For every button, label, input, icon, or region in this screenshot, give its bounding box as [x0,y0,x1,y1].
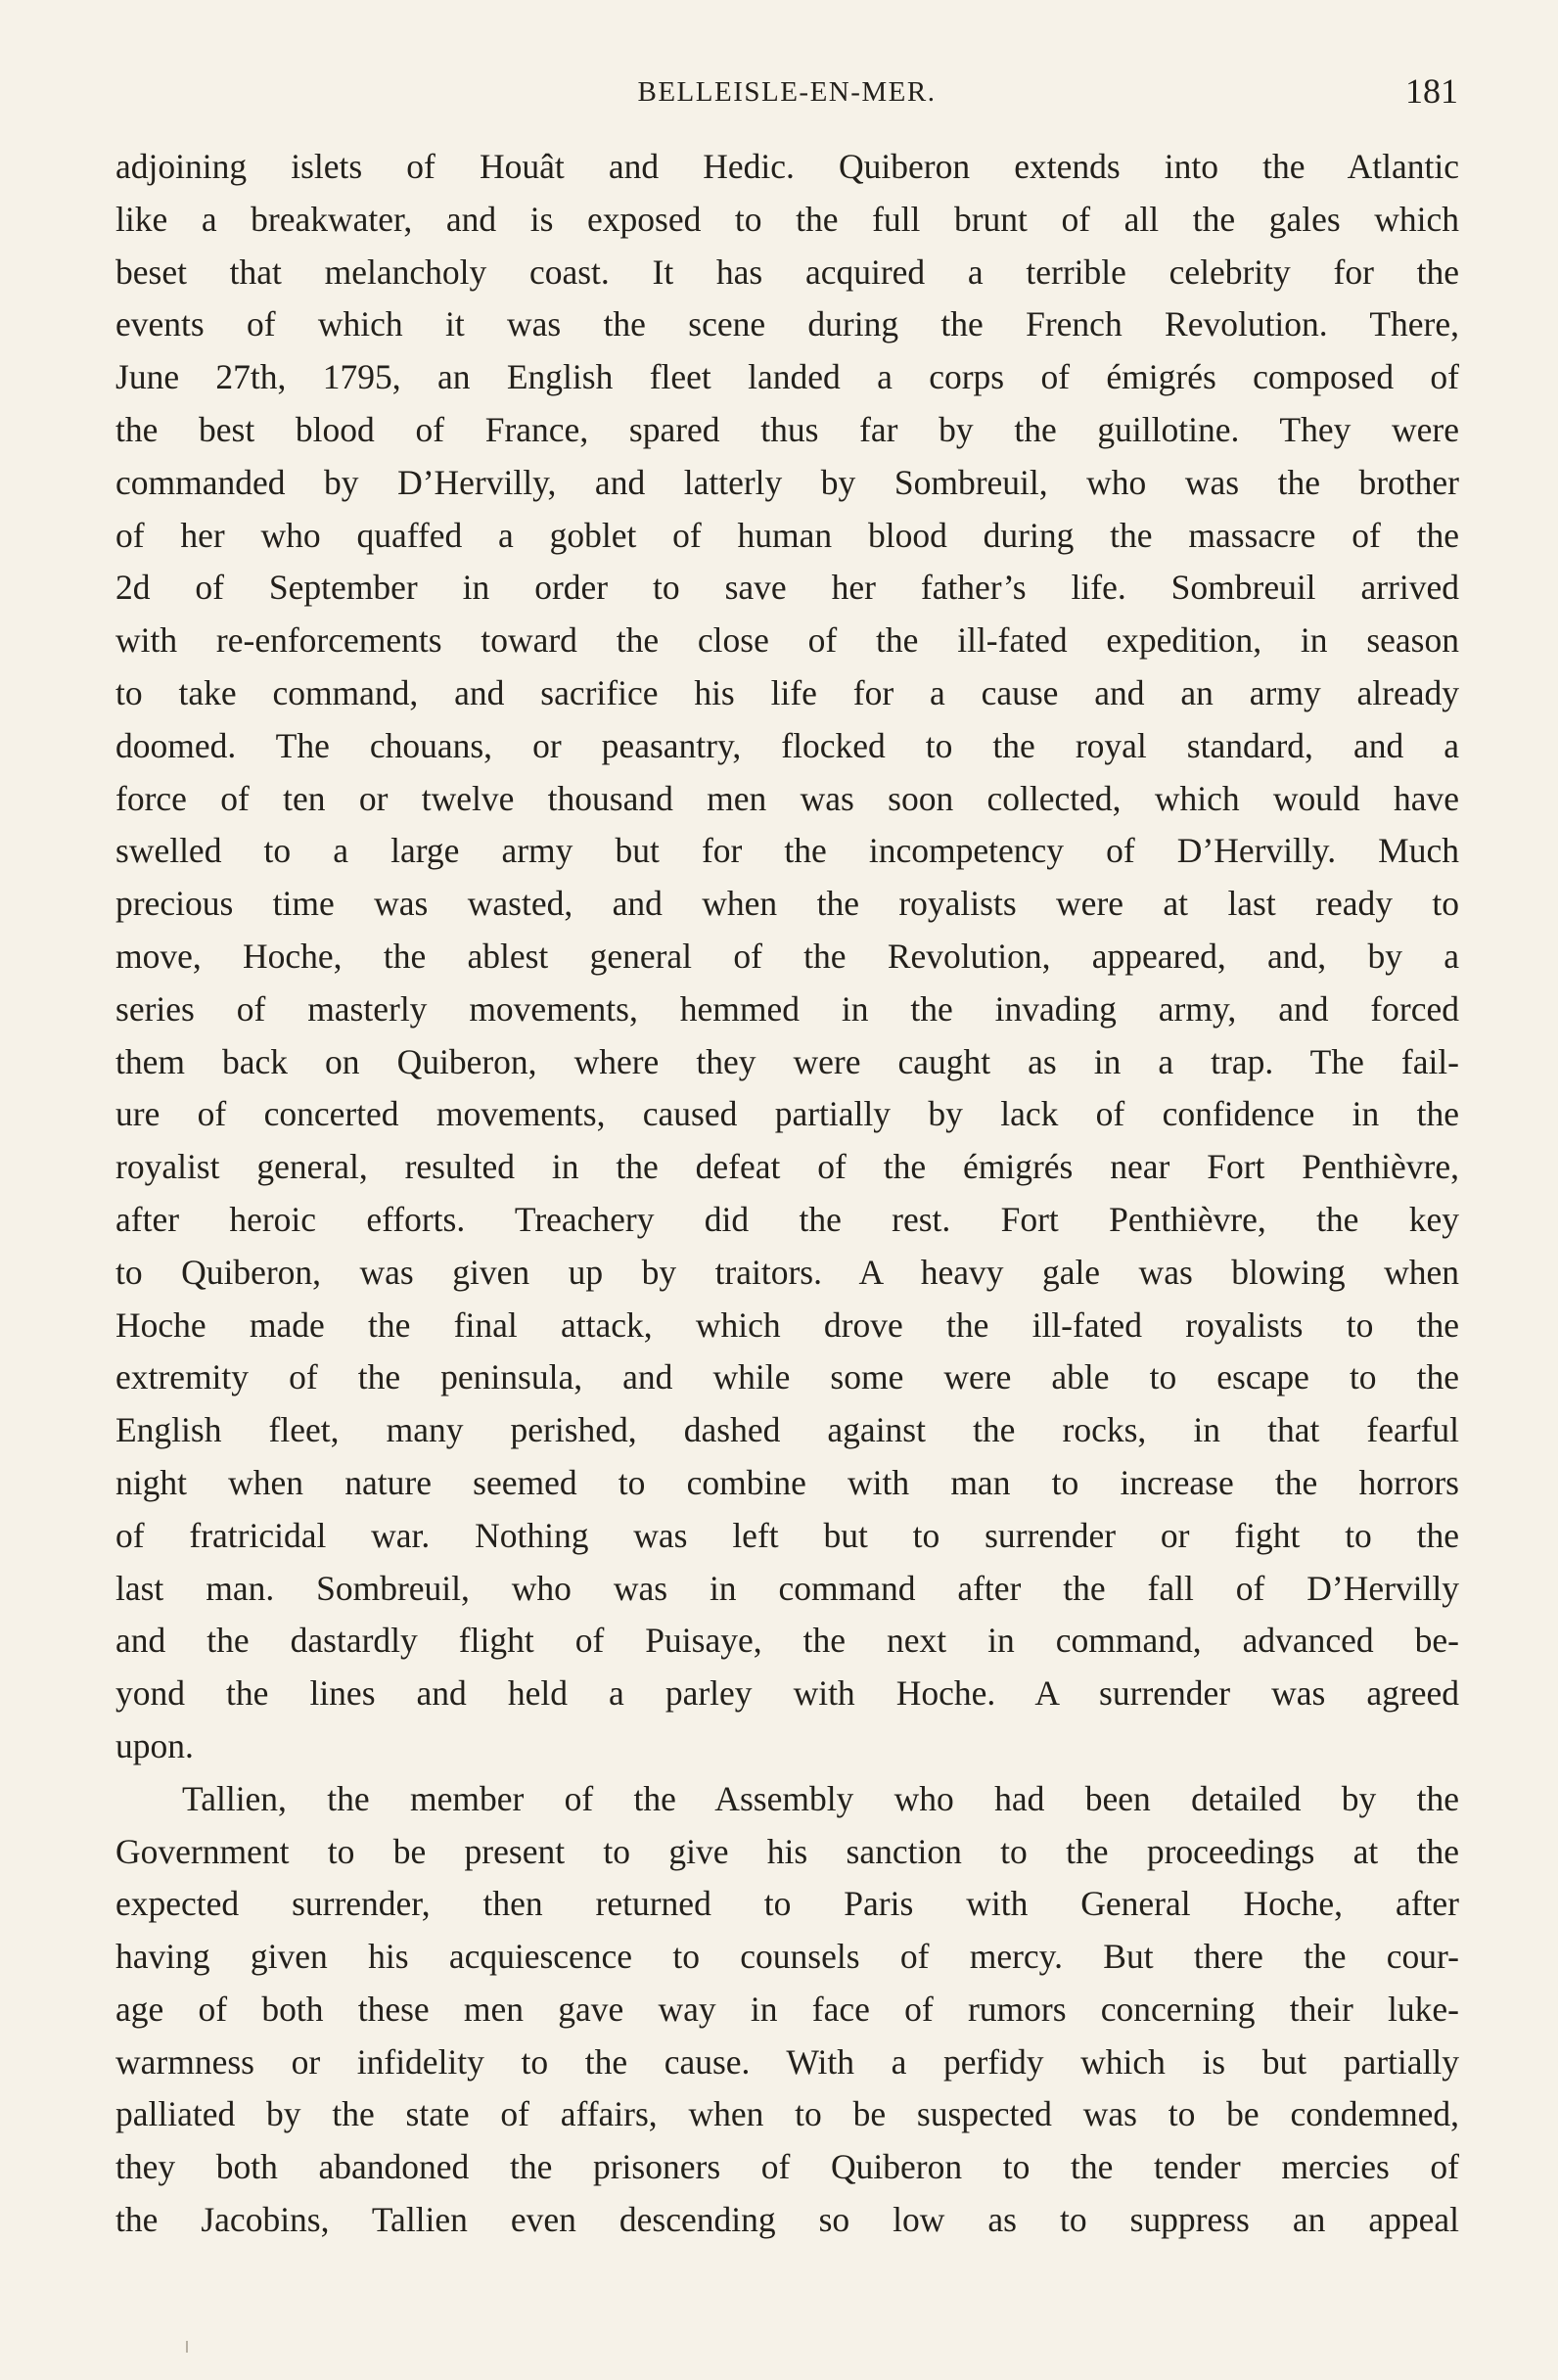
body-text [115,141,1459,2247]
paragraph-end-line: upon. [115,1725,194,1765]
text-line: events of which it was the scene during the French Revolution. There, [115,304,1459,344]
text-line: having given his acquiescence to counsels of mercy. But there the cour- [115,1937,1459,1977]
text-line: swelled to a large army but for the incompetency of D’Hervilly. Much [115,831,1459,871]
text-line: ure of concerted movements, caused partially by lack of confidence in the [115,1094,1459,1134]
text-line: beset that melancholy coast. It has acquired a terrible celebrity for the [115,252,1459,292]
text-line: after heroic efforts. Treachery did the rest. Fort Penthièvre, the key [115,1199,1459,1239]
text-line: royalist general, resulted in the defeat of the émigrés near Fort Penthièvre, [115,1147,1459,1187]
paragraph-start-line: Tallien, the member of the Assembly who had been detailed by the [182,1778,1459,1818]
text-line: expected surrender, then returned to Paris with General Hoche, after [115,1884,1459,1924]
text-line: June 27th, 1795, an English fleet landed a corps of émigrés composed of [115,357,1459,397]
text-line: commanded by D’Hervilly, and latterly by Sombreuil, who was the brother [115,462,1459,502]
text-line: of fratricidal war. Nothing was left but to surrender or fight to the [115,1515,1459,1555]
text-line: palliated by the state of affairs, when to be suspected was to be condemned, [115,2094,1459,2134]
text-line: warmness or infidelity to the cause. With a perfidy which is but partially [115,2041,1459,2082]
text-line: English fleet, many perished, dashed against the rocks, in that fearful [115,1410,1459,1450]
text-line: adjoining islets of Houât and Hedic. Quiberon extends into the Atlantic [115,147,1459,186]
text-line: move, Hoche, the ablest general of the Revolution, appeared, and, by a [115,936,1459,976]
text-line: they both abandoned the prisoners of Quiberon to the tender mercies of [115,2147,1459,2187]
text-line: to take command, and sacrifice his life for a cause and an army already [115,672,1459,712]
print-mark [186,2341,188,2353]
page-number: 181 [1405,71,1458,111]
text-line: precious time was wasted, and when the royalists were at last ready to [115,884,1459,924]
text-line: doomed. The chouans, or peasantry, flocked to the royal standard, and a [115,725,1459,765]
text-line: with re-enforcements toward the close of the ill-fated expedition, in season [115,620,1459,661]
text-line: to Quiberon, was given up by traitors. A heavy gale was blowing when [115,1252,1459,1292]
text-line: Hoche made the final attack, which drove the ill-fated royalists to the [115,1304,1459,1345]
text-line: the best blood of France, spared thus far by the guillotine. They were [115,409,1459,449]
text-line: night when nature seemed to combine with man to increase the horrors [115,1462,1459,1502]
text-line: last man. Sombreuil, who was in command after the fall of D’Hervilly [115,1568,1459,1608]
text-line: age of both these men gave way in face of rumors concerning their luke- [115,1989,1459,2029]
text-line: like a breakwater, and is exposed to the full brunt of all the gales which [115,199,1459,239]
running-header [115,70,1458,119]
text-line: extremity of the peninsula, and while some were able to escape to the [115,1357,1459,1397]
text-line: force of ten or twelve thousand men was soon collected, which would have [115,778,1459,818]
text-line: them back on Quiberon, where they were caught as in a trap. The fail- [115,1041,1459,1081]
running-title: BELLEISLE-EN-MER. [637,76,937,108]
text-line: and the dastardly flight of Puisaye, the next in command, advanced be- [115,1621,1459,1661]
text-line: series of masterly movements, hemmed in the invading army, and forced [115,988,1459,1029]
text-line: 2d of September in order to save her father’s life. Sombreuil arrived [115,568,1459,608]
text-line: yond the lines and held a parley with Hoche. A surrender was agreed [115,1673,1459,1714]
text-line: the Jacobins, Tallien even descending so low as to suppress an appeal [115,2200,1459,2240]
text-line: Government to be present to give his sanction to the proceedings at the [115,1831,1459,1871]
text-line: of her who quaffed a goblet of human blood during the massacre of the [115,515,1459,555]
